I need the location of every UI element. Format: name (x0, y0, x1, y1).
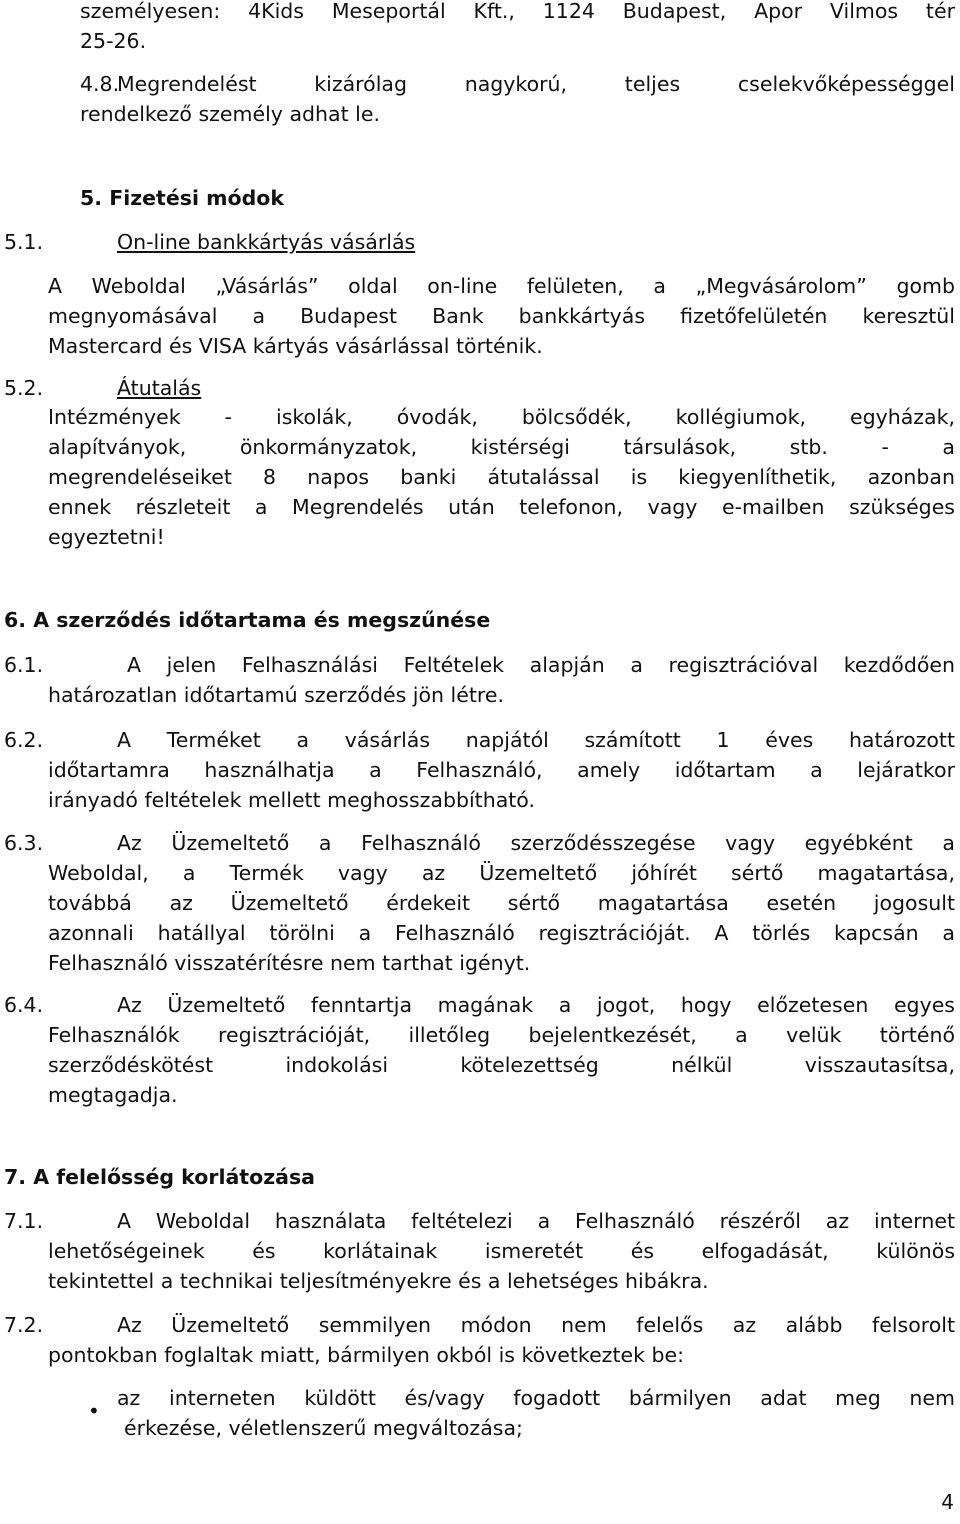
paragraph-line: lehetőségeinek és korlátainak ismeretét és elfogadását, különös (48, 1239, 955, 1263)
paragraph-line: Az Üzemeltető semmilyen módon nem felelős az alább felsorolt (117, 1313, 955, 1337)
paragraph-line: A jelen Felhasználási Feltételek alapján a regisztrációval kezdődően (127, 653, 955, 677)
paragraph-line: Az Üzemeltető fenntartja magának a jogot, hogy előzetesen egyes (117, 993, 955, 1017)
paragraph-line: egyeztetni! (48, 525, 165, 549)
section-number: 6.1. (4, 653, 44, 677)
paragraph-line: határozatlan időtartamú szerződés jön létre. (48, 683, 504, 707)
section-heading: 5. Fizetési módok (80, 186, 284, 210)
paragraph-line: tekintettel a technikai teljesítményekre és a lehetséges hibákra. (48, 1269, 709, 1293)
paragraph-line: Megrendelést kizárólag nagykorú, teljes cselekvőképességgel (117, 72, 955, 96)
section-number: 4.8. (80, 72, 120, 96)
section-heading: 6. A szerződés időtartama és megszűnése (4, 608, 491, 632)
section-number: 6.3. (4, 831, 44, 855)
paragraph-line: Intézmények - iskolák, óvodák, bölcsődék, kollégiumok, egyházak, (48, 405, 955, 429)
paragraph-line: Weboldal, a Termék vagy az Üzemeltető jóhírét sértő magatartása, (48, 861, 955, 885)
paragraph-line: azonnali hatállyal törölni a Felhasználó regisztrációját. A törlés kapcsán a (48, 921, 955, 945)
bullet-icon: • (88, 1399, 100, 1423)
paragraph-line: A Weboldal „Vásárlás” oldal on-line felületen, a „Megvásárolom” gomb (48, 274, 955, 298)
paragraph-line: Felhasználók regisztrációját, illetőleg bejelentkezését, a velük történő (48, 1023, 955, 1047)
paragraph-line: megrendeléseiket 8 napos banki átutalással is kiegyenlíthetik, azonban (48, 465, 955, 489)
paragraph-line: időtartamra használhatja a Felhasználó, amely időtartam a lejáratkor (48, 758, 955, 782)
paragraph-line: 25-26. (80, 29, 147, 53)
paragraph-line: irányadó feltételek mellett meghosszabbítható. (48, 788, 536, 812)
paragraph-line: szerződéskötést indokolási kötelezettség nélkül visszautasítsa, (48, 1053, 955, 1077)
section-number: 6.4. (4, 993, 44, 1017)
paragraph-line: A Terméket a vásárlás napjától számított 1 éves határozott (117, 728, 955, 752)
section-number: 5.2. (4, 376, 44, 400)
list-item-line: érkezése, véletlenszerű megváltozása; (124, 1416, 523, 1440)
section-heading: 7. A felelősség korlátozása (4, 1165, 315, 1189)
section-number: 7.2. (4, 1313, 44, 1337)
section-number: 5.1. (4, 230, 44, 254)
paragraph-line: továbbá az Üzemeltető érdekeit sértő magatartása esetén jogosult (48, 891, 955, 915)
section-number: 7.1. (4, 1209, 44, 1233)
subsection-title: On-line bankkártyás vásárlás (117, 230, 416, 254)
paragraph-line: A Weboldal használata feltételezi a Felhasználó részéről az internet (117, 1209, 955, 1233)
paragraph-line: megtagadja. (48, 1083, 178, 1107)
page-number: 4 (941, 1490, 954, 1514)
paragraph-line: Felhasználó visszatérítésre nem tarthat igényt. (48, 951, 531, 975)
subsection-title: Átutalás (117, 376, 202, 400)
section-number: 6.2. (4, 728, 44, 752)
paragraph-line: megnyomásával a Budapest Bank bankkártyás fizetőfelületén keresztül (48, 304, 955, 328)
list-item-line: az interneten küldött és/vagy fogadott bármilyen adat meg nem (117, 1386, 955, 1410)
paragraph-line: Mastercard és VISA kártyás vásárlással történik. (48, 334, 543, 358)
paragraph-line: személyesen: 4Kids Meseportál Kft., 1124 Budapest, Apor Vilmos tér (80, 0, 955, 23)
paragraph-line: alapítványok, önkormányzatok, kistérségi társulások, stb. - a (48, 435, 955, 459)
paragraph-line: ennek részleteit a Megrendelés után telefonon, vagy e-mailben szükséges (48, 495, 955, 519)
paragraph-line: pontokban foglaltak miatt, bármilyen okból is következtek be: (48, 1343, 685, 1367)
paragraph-line: Az Üzemeltető a Felhasználó szerződésszegése vagy egyébként a (117, 831, 955, 855)
paragraph-line: rendelkező személy adhat le. (80, 102, 380, 126)
